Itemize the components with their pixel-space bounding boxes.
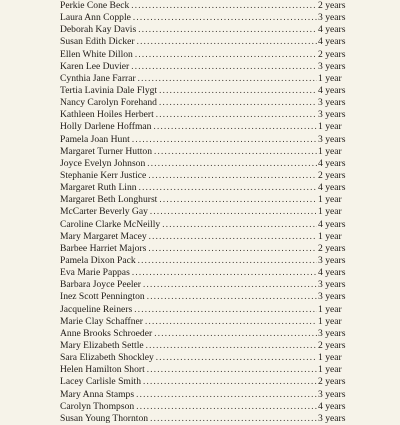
list-item: [60, 254, 364, 266]
entry-name: Margaret Beth Longhurst: [60, 194, 158, 206]
dot-leader: [132, 133, 317, 145]
list-item: [60, 230, 364, 242]
list-item: [60, 218, 364, 230]
entry-name: Caroline Clarke McNeilly: [60, 218, 161, 230]
entry-name: Margaret Ruth Linn: [60, 182, 137, 194]
dot-leader: [159, 84, 317, 96]
list-item: [60, 290, 364, 302]
list-item: [60, 412, 364, 424]
list-item: [60, 303, 364, 315]
entry-years: 2 years: [318, 169, 346, 181]
dot-leader: [138, 72, 317, 84]
list-item: [60, 193, 364, 205]
entry-name: Carolyn Thompson: [60, 400, 135, 412]
entry-years: 3 years: [318, 291, 346, 303]
entry-years: 1 year: [318, 315, 342, 327]
entry-years: 3 years: [318, 133, 346, 145]
entry-years: 4 years: [318, 218, 346, 230]
entry-name: Ellen White Dillon: [60, 48, 133, 60]
entry-name: Kathleen Hoiles Herbert: [60, 109, 154, 121]
entry-name: Inez Scott Pennington: [60, 291, 145, 303]
entry-name: Lacey Carlisle Smith: [60, 376, 141, 388]
entry-name: Eva Marie Pappas: [60, 267, 130, 279]
dot-leader: [150, 205, 317, 217]
entry-name: Helen Hamilton Short: [60, 364, 145, 376]
entry-years: 3 years: [318, 254, 346, 266]
entry-years: 1 year: [318, 206, 342, 218]
list-item: [60, 339, 364, 351]
entry-name: Karen Lee Duvier: [60, 60, 130, 72]
entry-name: Nancy Carolyn Forehand: [60, 97, 157, 109]
entry-name: Anne Brooks Schroeder: [60, 327, 153, 339]
entry-name: Barbee Harriet Majors: [60, 242, 147, 254]
dot-leader: [134, 303, 317, 315]
entry-name: Cynthia Jane Farrar: [60, 72, 136, 84]
dot-leader: [147, 157, 317, 169]
entry-name: Tertia Lavinia Dale Flygt: [60, 84, 158, 96]
dot-leader: [159, 96, 317, 108]
entry-years: 4 years: [318, 36, 346, 48]
dot-leader: [149, 230, 317, 242]
dot-leader: [131, 0, 317, 11]
entry-years: 3 years: [318, 327, 346, 339]
entry-name: Susan Edith Dicker: [60, 36, 135, 48]
entry-name: Jacqueline Reiners: [60, 303, 133, 315]
entry-years: 1 year: [318, 194, 342, 206]
dot-leader: [156, 108, 317, 120]
list-item: [60, 145, 364, 157]
list-item: [60, 278, 364, 290]
entry-years: 1 year: [318, 230, 342, 242]
entry-years: 3 years: [318, 97, 346, 109]
dot-leader: [138, 254, 317, 266]
dot-leader: [145, 315, 317, 327]
list-item: [60, 400, 364, 412]
dot-leader: [132, 266, 317, 278]
dot-leader: [154, 145, 317, 157]
entry-years: 4 years: [318, 84, 346, 96]
list-item: [60, 120, 364, 132]
entry-name: Mary Anna Stamps: [60, 388, 135, 400]
entry-years: 4 years: [318, 400, 346, 412]
dot-leader: [153, 120, 317, 132]
dot-leader: [131, 60, 317, 72]
entry-years: 3 years: [318, 388, 346, 400]
entry-name: Stephanie Kerr Justice: [60, 169, 147, 181]
entry-years: 3 years: [318, 60, 346, 72]
entry-years: 2 years: [318, 376, 346, 388]
entry-name: Susan Young Thornton: [60, 412, 149, 424]
dot-leader: [147, 290, 317, 302]
entry-name: Joyce Evelyn Johnson: [60, 157, 146, 169]
entry-years: 2 years: [318, 0, 346, 11]
entry-name: Mary Margaret Macey: [60, 230, 147, 242]
list-item: [60, 388, 364, 400]
dot-leader: [154, 327, 317, 339]
list-item: [60, 181, 364, 193]
entry-years: 3 years: [318, 412, 346, 424]
list-item: [60, 84, 364, 96]
entry-name: Barbara Joyce Peeler: [60, 279, 141, 291]
list-item: [60, 0, 364, 11]
entry-years: 1 year: [318, 352, 342, 364]
dot-leader: [138, 23, 317, 35]
entry-years: 1 year: [318, 364, 342, 376]
dot-leader: [139, 181, 317, 193]
list-item: [60, 157, 364, 169]
list-item: [60, 72, 364, 84]
entry-name: Margaret Turner Hutton: [60, 145, 153, 157]
list-item: [60, 108, 364, 120]
entry-years: 2 years: [318, 242, 346, 254]
dot-leader: [148, 242, 317, 254]
dot-leader: [137, 35, 317, 47]
list-item: [60, 351, 364, 363]
dot-leader: [136, 400, 317, 412]
list-item: [60, 266, 364, 278]
list-item: [60, 242, 364, 254]
entry-years: 4 years: [318, 157, 346, 169]
list-item: [60, 327, 364, 339]
entry-years: 1 year: [318, 72, 342, 84]
dot-leader: [136, 388, 317, 400]
dot-leader: [159, 193, 317, 205]
list-item: [60, 11, 364, 23]
entry-years: 3 years: [318, 12, 346, 24]
list-item: [60, 35, 364, 47]
entry-years: 1 year: [318, 121, 342, 133]
entry-name: Perkie Cone Beck: [60, 0, 130, 11]
dot-leader: [147, 363, 317, 375]
list-item: [60, 133, 364, 145]
dot-leader: [150, 412, 317, 424]
list-item: [60, 315, 364, 327]
list-item: [60, 96, 364, 108]
entry-name: Pamela Joan Hunt: [60, 133, 130, 145]
dot-leader: [143, 278, 317, 290]
entry-name: Pamela Dixon Pack: [60, 254, 136, 266]
entry-name: Laura Ann Copple: [60, 12, 131, 24]
entry-years: 1 year: [318, 303, 342, 315]
entry-name: Deborah Kay Davis: [60, 24, 137, 36]
dot-leader: [143, 375, 317, 387]
entry-name: McCarter Beverly Gay: [60, 206, 148, 218]
list-item: [60, 363, 364, 375]
entry-years: 2 years: [318, 48, 346, 60]
dot-leader: [135, 48, 317, 60]
list-item: [60, 23, 364, 35]
dot-leader: [148, 169, 317, 181]
entry-years: 3 years: [318, 279, 346, 291]
entry-name: Sara Elizabeth Shockley: [60, 352, 154, 364]
entry-years: 4 years: [318, 267, 346, 279]
entry-name: Mary Elizabeth Settle: [60, 339, 144, 351]
entry-years: 4 years: [318, 24, 346, 36]
entry-years: 3 years: [318, 109, 346, 121]
dot-leader: [162, 218, 317, 230]
list-item: [60, 375, 364, 387]
dot-leader: [133, 11, 317, 23]
list-item: [60, 169, 364, 181]
dot-leader: [156, 351, 317, 363]
list-item: [60, 205, 364, 217]
list-item: [60, 60, 364, 72]
entry-years: 1 year: [318, 145, 342, 157]
dot-leader: [146, 339, 317, 351]
roster-list: [60, 0, 364, 424]
entry-name: Holly Darlene Hoffman: [60, 121, 152, 133]
entry-name: Marie Clay Schaffner: [60, 315, 143, 327]
list-item: [60, 48, 364, 60]
entry-years: 4 years: [318, 182, 346, 194]
entry-years: 2 years: [318, 339, 346, 351]
